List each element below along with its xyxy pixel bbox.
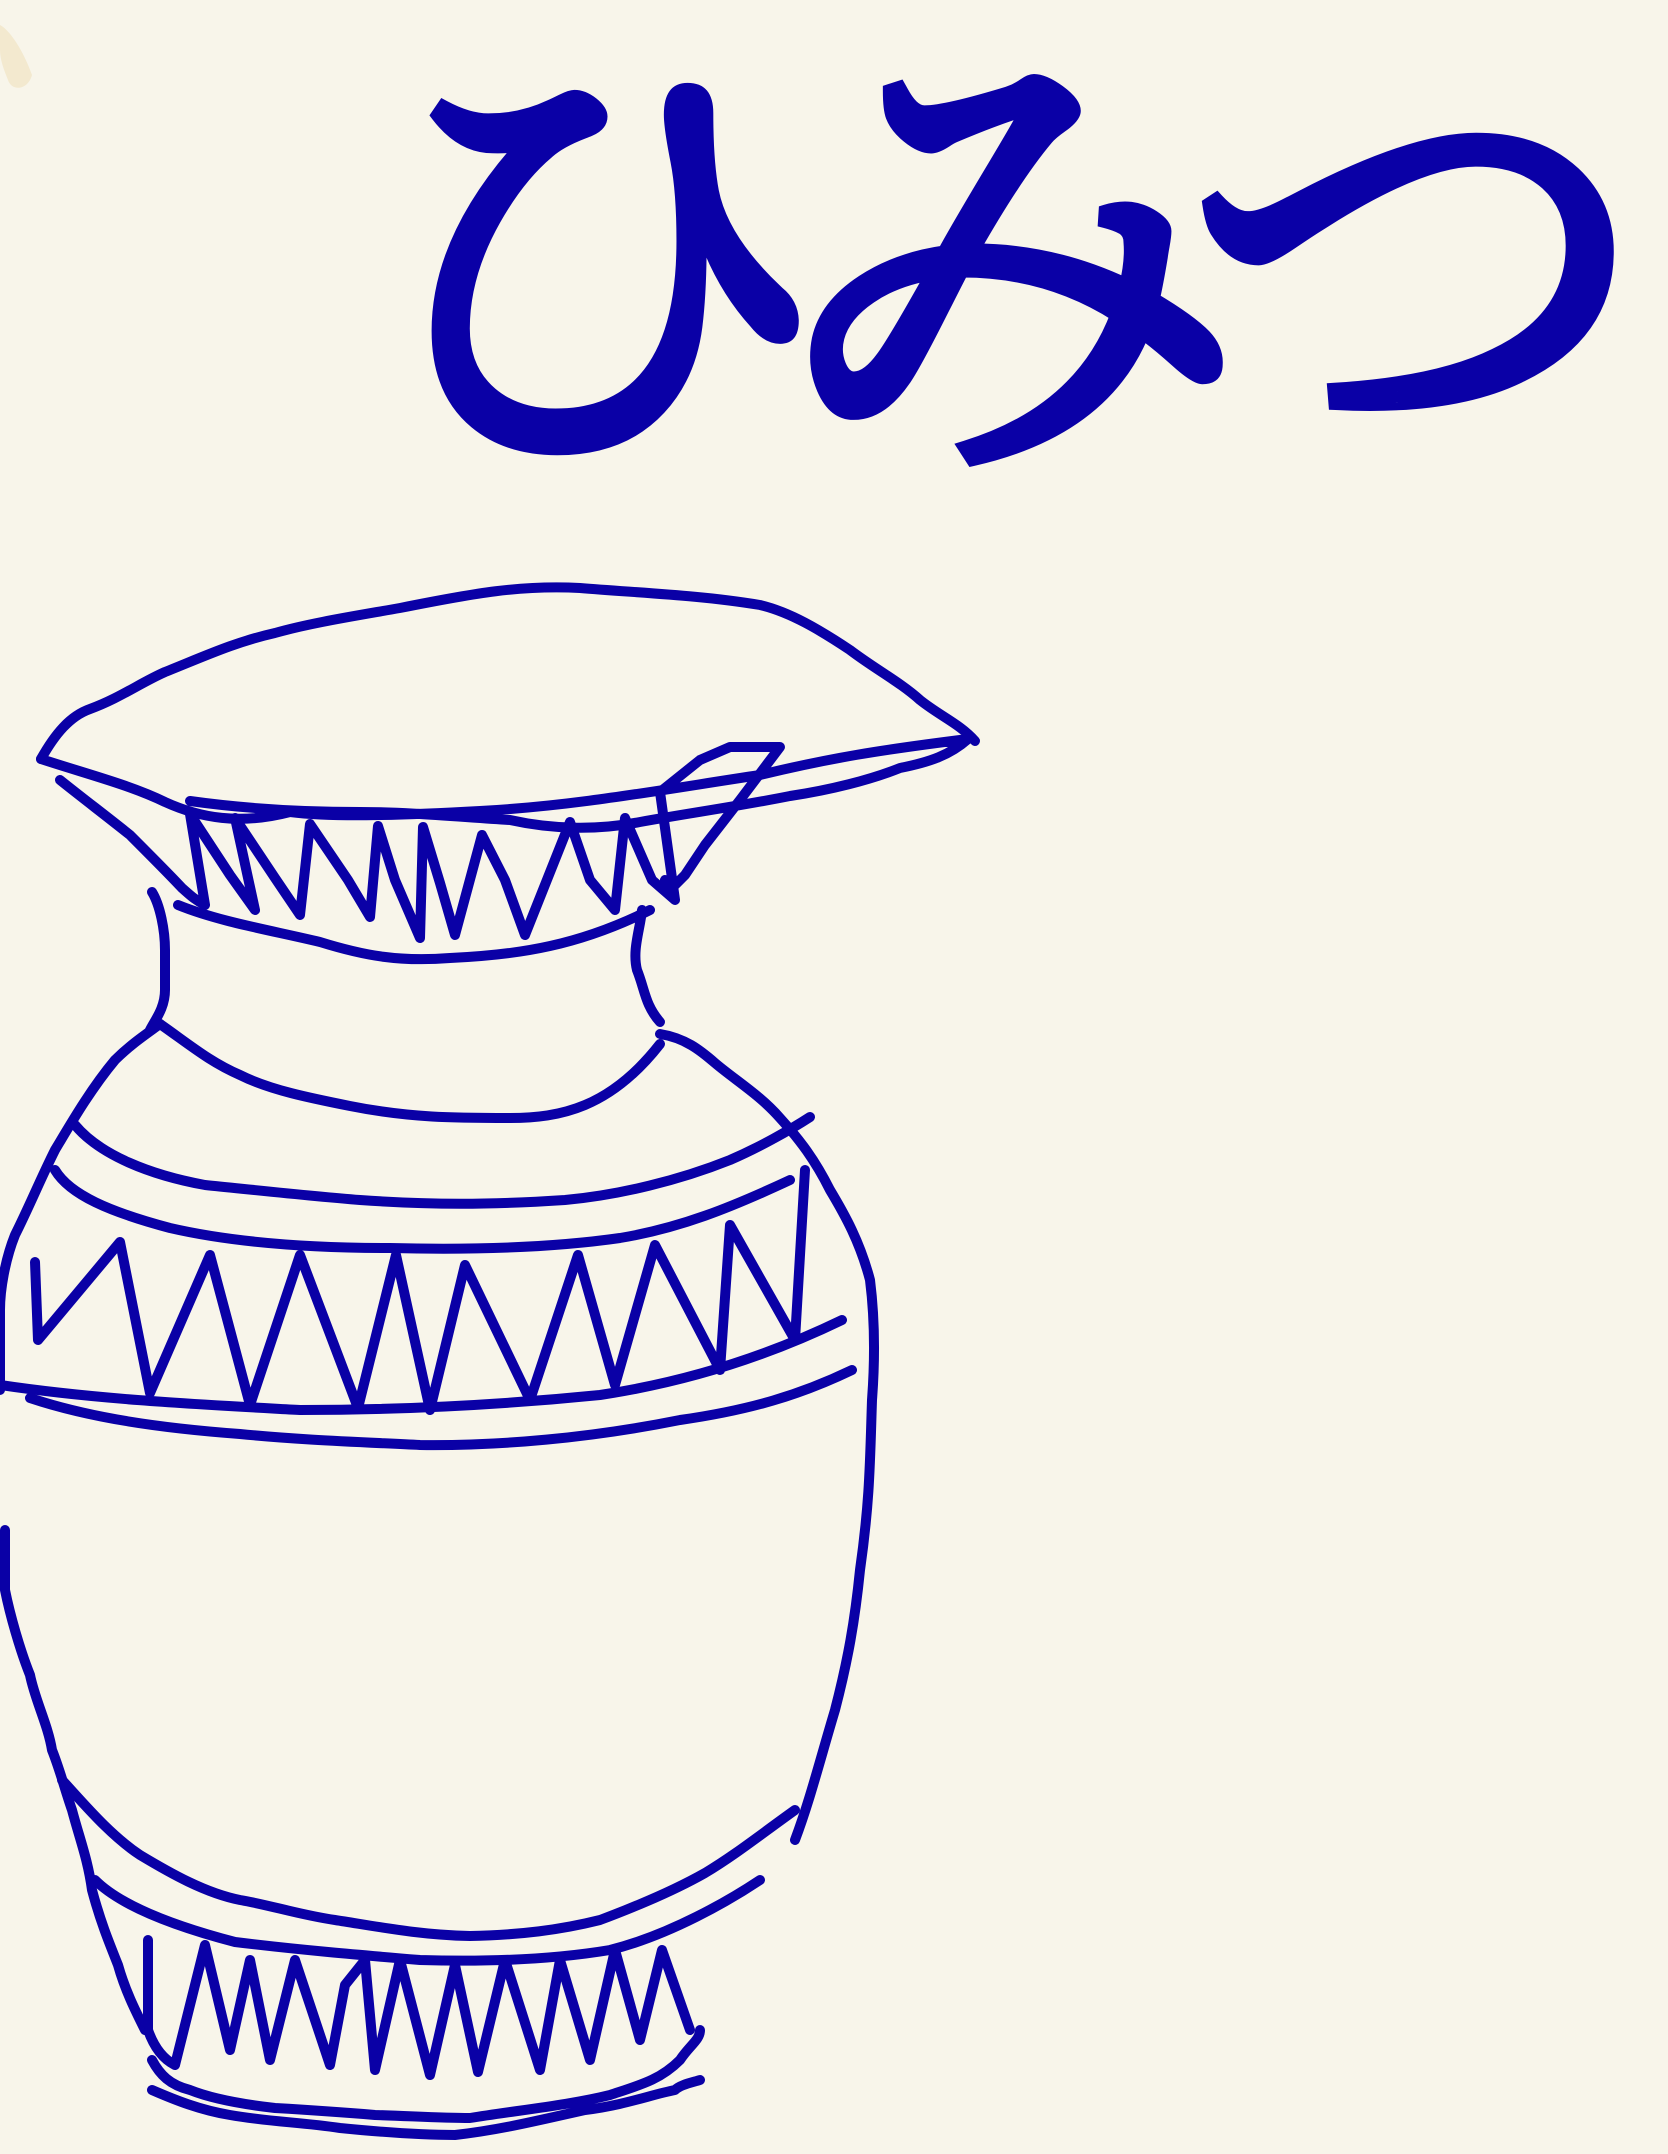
vase xyxy=(0,587,975,2135)
upper-band-top xyxy=(75,1117,810,1204)
vase-neck-left xyxy=(150,892,165,1030)
vase-lower-left xyxy=(5,1530,145,2030)
title-group xyxy=(360,0,1614,541)
vase-shoulder-collar xyxy=(160,1024,660,1118)
rim-band-zigzag xyxy=(60,747,780,938)
vase-rim-bottom xyxy=(41,739,968,828)
vase-lower-band-top xyxy=(62,1780,795,1936)
vase-rim-top xyxy=(41,587,975,759)
paper-mark xyxy=(0,25,32,88)
title-text: ひみつ xyxy=(360,0,1596,541)
vase-body-right xyxy=(660,1034,874,1840)
vase-neck-right xyxy=(635,910,660,1022)
